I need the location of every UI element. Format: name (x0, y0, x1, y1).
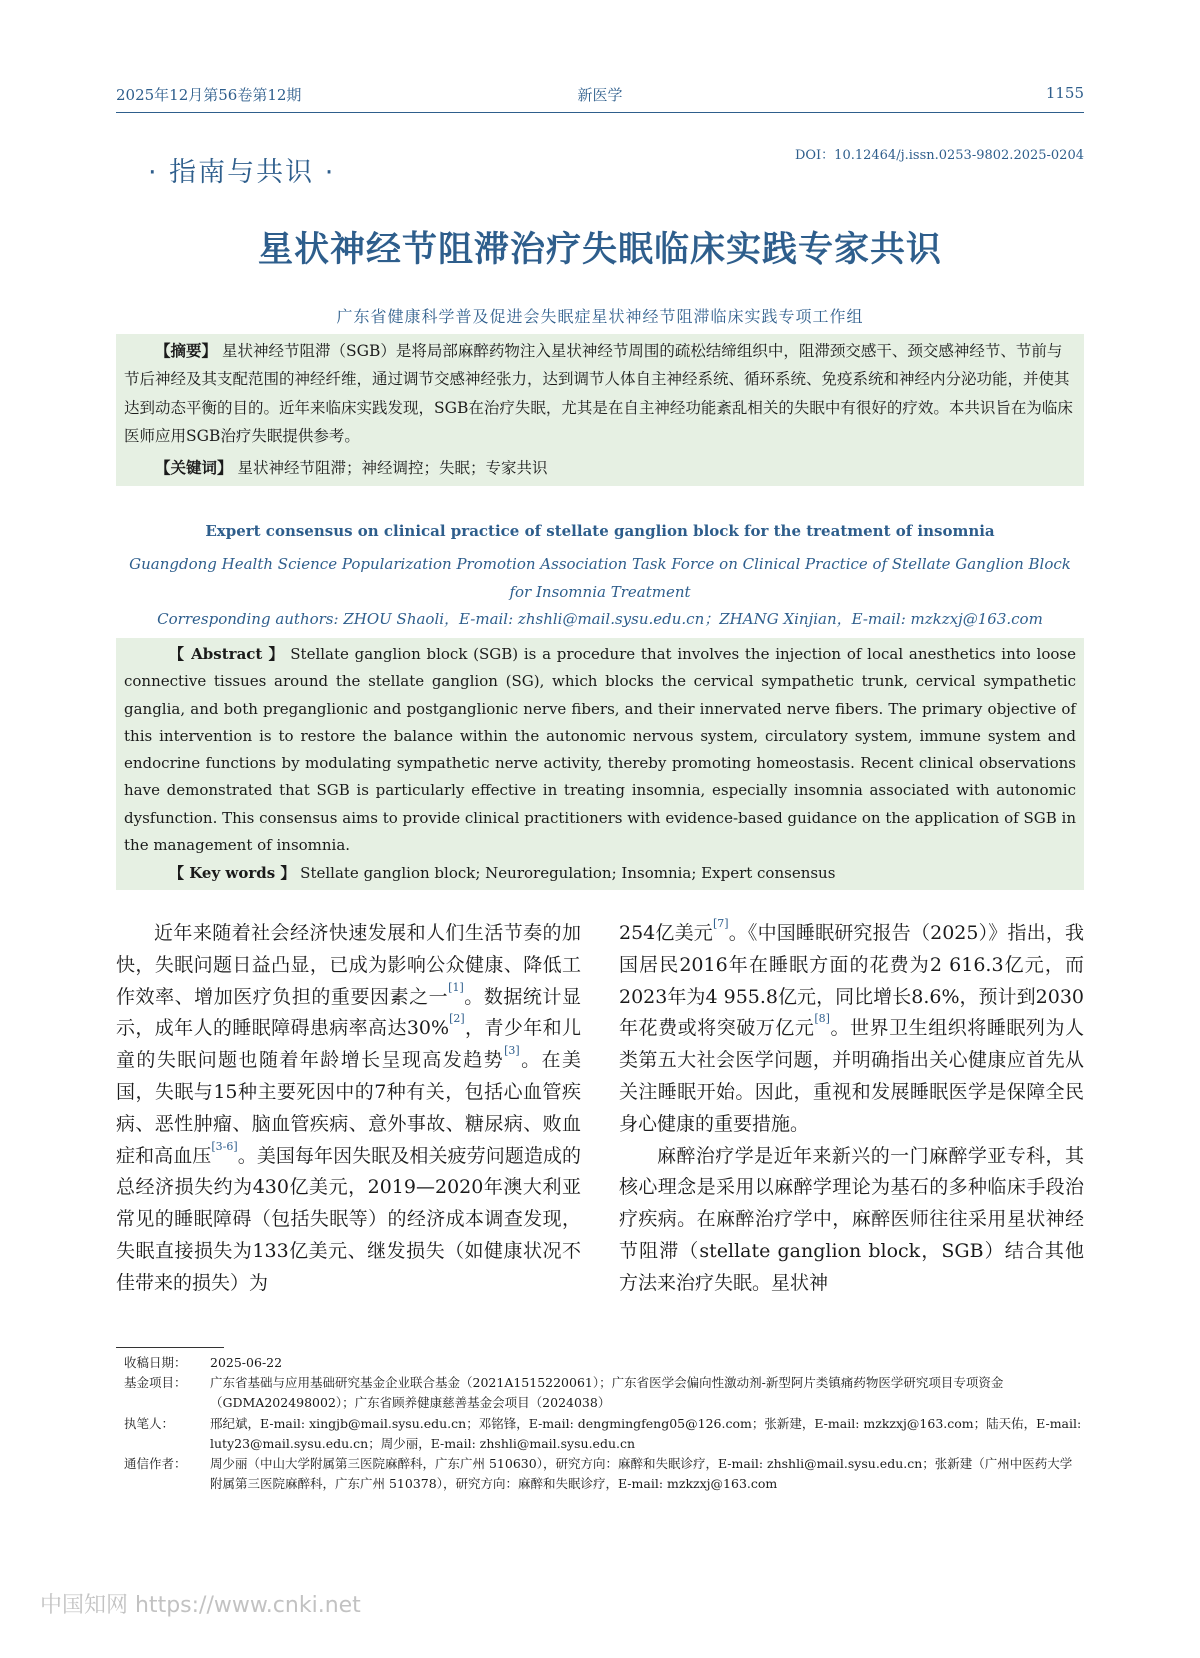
keywords-en (124, 860, 1076, 887)
keywords-cn (124, 454, 1076, 482)
footnotes (124, 1353, 1084, 1494)
abstract-en (124, 641, 1076, 859)
cnki-watermark: 中国知网 https://www.cnki.net (40, 1593, 361, 1618)
footnote-corresponding (124, 1454, 1084, 1494)
footnote-text: 广东省基础与应用基础研究基金企业联合基金（2021A1515220061）；广东省医学会偏向性激动剂-新型阿片类镇痛药物医学研究项目专项资金（GDMA202498002）；广东省顾养健康慈善基金会项目（2024038） (210, 1375, 1004, 1411)
footnote-text: 周少丽（中山大学附属第三医院麻醉科，广东广州 510630），研究方向：麻醉和失眠诊疗，E-mail: zhshli@mail.sysu.edu.cn；张新建（广州中医药大学附属第三医院麻醉科，广东广州 510378），研究方向：麻醉和失眠诊疗，E-mail: mzkzxj@163.com (210, 1456, 1073, 1492)
body-text: 。世界卫生组织将睡眠列为人类第五大社会医学问题，并明确指出关心健康应首先从关注睡眠开始。因此，重视和发展睡眠医学是保障全民身心健康的重要措施。 (619, 1017, 1084, 1135)
body-text: 。美国每年因失眠及相关疲劳问题造成的总经济损失约为430亿美元，2019—2020年澳大利亚常见的睡眠障碍（包括失眠等）的经济成本调查发现，失眠直接损失为133亿美元、继发损失（如健康状况不佳带来的损失）为 (116, 1144, 581, 1294)
body-text: 。数据统计显示，成年人的睡眠障碍患病率高达30% (116, 985, 581, 1040)
abstract-en-label: 【 Abstract 】 (169, 645, 285, 663)
article-title-en: Expert consensus on clinical practice of stellate ganglion block for the treatment of insomnia (205, 522, 995, 540)
doi-link[interactable]: DOI：10.12464/j.issn.0253-9802.2025-0204 (794, 148, 1084, 163)
abstract-cn-label: 【摘要】 (155, 341, 218, 360)
abstract-en-text: Stellate ganglion block (SGB) is a procedure that involves the injection of local anesthetics into loose connective tissues around the stellate ganglion (SG), which blocks the cervical sympathetic trunk, cervical sympathetic ganglia, and both preganglionic and postganglionic nerve fibers, and their innervated nerve fibers. The primary objective of this intervention is to restore the balance within the autonomic nervous system, circulatory system, immune system and endocrine functions by modulating sympathetic nerve activity, thereby promoting homeostasis. Recent clinical observations have demonstrated that SGB is particularly effective in treating insomnia, especially insomnia associated with autonomic dysfunction. This consensus aims to provide clinical practitioners with evidence-based guidance on the application of SGB in the management of insomnia. (124, 645, 1076, 855)
body-paragraph (619, 918, 1084, 1141)
footnote-funding (124, 1373, 1084, 1413)
citation-ref[interactable]: [7] (712, 917, 729, 930)
footnote-text: 邢纪斌，E-mail: xingjb@mail.sysu.edu.cn；邓铭锋，E-mail: dengmingfeng05@126.com；张新建，E-mail: mzkzxj@163.com；陆天佑，E-mail: luty23@mail.sysu.edu.cn；周少丽，E-mail: zhshli@mail.sysu.edu.cn (210, 1415, 1082, 1451)
footnote-rule (116, 1347, 224, 1348)
body-text: 254亿美元 (619, 922, 713, 944)
citation-ref[interactable]: [2] (449, 1012, 465, 1026)
section-label: · 指南与共识 · (148, 157, 336, 188)
keywords-cn-label: 【关键词】 (155, 458, 233, 477)
keywords-cn-text: 星状神经节阻滞；神经调控；失眠；专家共识 (237, 459, 548, 477)
citation-ref[interactable]: [8] (814, 1012, 830, 1026)
body-text: 。《中国睡眠研究报告（2025）》指出，我国居民2016年在睡眠方面的花费为2 616.3亿元，而2023年为4 955.8亿元，同比增长8.6%，预计到2030年花费或将突破万亿元 (619, 922, 1084, 1040)
journal-name: 新医学 (577, 86, 623, 104)
keywords-en-label: 【 Key words 】 (169, 864, 296, 882)
footnote-writers (124, 1414, 1084, 1454)
citation-ref[interactable]: [1] (448, 980, 464, 994)
corresponding-authors-en: Corresponding authors: ZHOU Shaoli，E-mail: zhshli@mail.sysu.edu.cn；ZHANG Xinjian，E-mail: mzkzxj@163.com (157, 610, 1043, 628)
author-group-cn: 广东省健康科学普及促进会失眠症星状神经节阻滞临床实践专项工作组 (336, 307, 864, 326)
header-rule (116, 112, 1084, 113)
footnote-label: 基金项目： (124, 1375, 187, 1391)
footnote-text: 2025-06-22 (210, 1355, 283, 1370)
body-column-right (619, 918, 1084, 1300)
footnote-label: 收稿日期： (124, 1355, 187, 1370)
footnote-label: 通信作者： (124, 1456, 187, 1472)
citation-ref[interactable]: [3-6] (211, 1139, 238, 1153)
body-paragraph (116, 918, 581, 1300)
page-number: 1155 (1045, 84, 1084, 102)
keywords-en-text: Stellate ganglion block; Neuroregulation; Insomnia; Expert consensus (300, 864, 836, 882)
author-group-en: Guangdong Health Science Popularization Promotion Association Task Force on Clinical Practice of Stellate Ganglion Block for Insomnia Treatment (129, 555, 1071, 601)
journal-issue: 2025年12月第56卷第12期 (116, 86, 302, 104)
abstract-cn-text: 星状神经节阻滞（SGB）是将局部麻醉药物注入星状神经节周围的疏松结缔组织中，阻滞颈交感干、颈交感神经节、节前与节后神经及其支配范围的神经纤维，通过调节交感神经张力，达到调节人体自主神经系统、循环系统、免疫系统和神经内分泌功能，并使其达到动态平衡的目的。近年来临床实践发现，SGB在治疗失眠，尤其是在自主神经功能紊乱相关的失眠中有很好的疗效。本共识旨在为临床医师应用SGB治疗失眠提供参考。 (124, 342, 1073, 446)
body-text: ，青少年和儿童的失眠问题也随着年龄增长呈现高发趋势 (116, 1017, 581, 1072)
body-text: 。在美国，失眠与15种主要死因中的7种有关，包括心血管疾病、恶性肿瘤、脑血管疾病、意外事故、糖尿病、败血症和高血压 (116, 1049, 581, 1167)
body-column-left (116, 918, 581, 1300)
abstract-cn (124, 337, 1076, 451)
footnote-received (124, 1353, 1084, 1373)
body-text: 近年来随着社会经济快速发展和人们生活节奏的加快，失眠问题日益凸显，已成为影响公众健康、降低工作效率、增加医疗负担的重要因素之一 (116, 922, 581, 1008)
article-title-cn: 星状神经节阻滞治疗失眠临床实践专家共识 (257, 230, 942, 270)
body-paragraph: 麻醉治疗学是近年来新兴的一门麻醉学亚专科，其核心理念是采用以麻醉学理论为基石的多种临床手段治疗疾病。在麻醉治疗学中，麻醉医师往往采用星状神经节阻滞（stellate ganglion block，SGB）结合其他方法来治疗失眠。星状神 (619, 1144, 1084, 1294)
citation-ref[interactable]: [3] (504, 1044, 520, 1058)
footnote-label: 执笔人： (124, 1415, 175, 1431)
